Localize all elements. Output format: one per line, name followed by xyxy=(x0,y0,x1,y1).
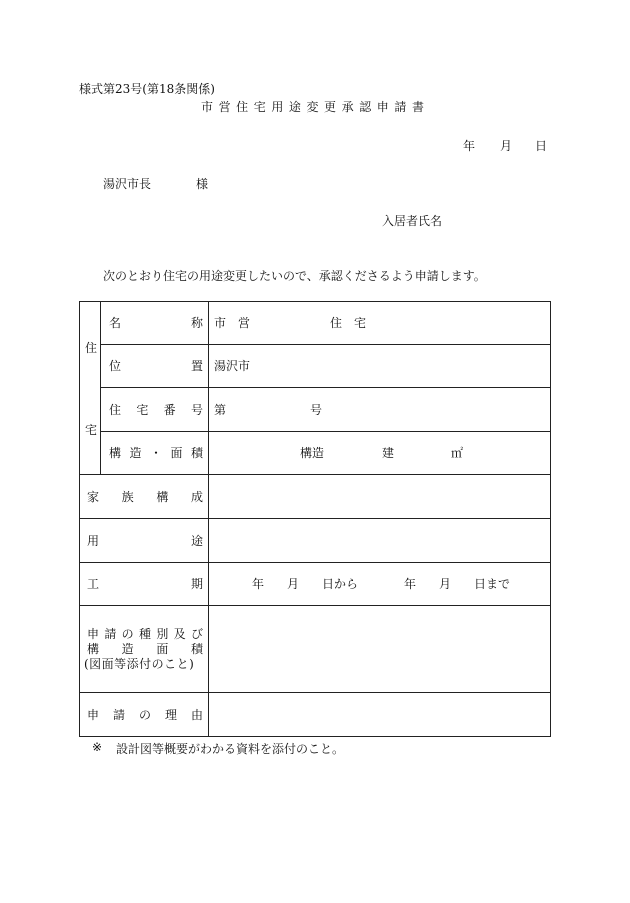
period-start-year: 年 xyxy=(252,577,265,591)
addressee-honorific: 様 xyxy=(196,177,209,191)
period-start-month: 月 xyxy=(287,577,300,591)
period-end-year: 年 xyxy=(404,577,417,591)
group-label-bottom: 宅 xyxy=(85,423,98,437)
addressee-mayor: 湯沢市長 xyxy=(103,177,152,191)
row-name-value-prefix: 市 営 xyxy=(214,316,251,330)
period-end-month: 月 xyxy=(439,577,452,591)
application-form-table xyxy=(79,301,551,737)
form-number: 様式第23号(第18条関係) xyxy=(79,82,215,96)
document-title: 市 営 住 宅 用 途 変 更 承 認 申 請 書 xyxy=(201,100,424,114)
table-row-line xyxy=(79,474,551,475)
table-row-line xyxy=(79,518,551,519)
note-text: 設計図等概要がわかる資料を添付のこと。 xyxy=(116,742,345,756)
date-month-label: 月 xyxy=(500,139,513,153)
table-row-line xyxy=(79,605,551,606)
table-label-divider xyxy=(208,301,209,737)
table-row-line xyxy=(100,387,551,388)
intro-text: 次のとおり住宅の用途変更したいので、承認くださるよう申請します。 xyxy=(103,269,486,283)
row-name-value-suffix: 住 宅 xyxy=(330,316,367,330)
row-type-label-line3: (図面等添付のこと) xyxy=(84,657,195,671)
date-year-label: 年 xyxy=(463,139,476,153)
row-family-label: 家 族 構 成 xyxy=(87,490,203,504)
table-border-top xyxy=(79,301,551,302)
table-row-line xyxy=(100,431,551,432)
row-number-label: 住 宅 番 号 xyxy=(109,403,203,417)
row-number-value-prefix: 第 xyxy=(214,403,227,417)
row-period-label: 工 期 xyxy=(87,577,203,591)
row-number-value-suffix: 号 xyxy=(310,403,323,417)
row-structure-value-unit: ㎡ xyxy=(451,446,464,460)
table-row-line xyxy=(100,344,551,345)
row-structure-value-structure: 構造 xyxy=(300,446,325,460)
row-type-label-line1: 申 請 の 種 別 及 び xyxy=(87,627,203,641)
table-row-line xyxy=(79,692,551,693)
table-border-right xyxy=(550,301,551,737)
row-structure-label: 構 造 ・ 面 積 xyxy=(109,446,203,460)
row-location-label: 位 置 xyxy=(109,359,203,373)
group-label-top: 住 xyxy=(85,341,98,355)
period-end-day: 日まで xyxy=(474,577,511,591)
table-row-line xyxy=(79,562,551,563)
row-location-value: 湯沢市 xyxy=(214,359,251,373)
period-start-day: 日から xyxy=(322,577,359,591)
row-structure-value-building: 建 xyxy=(382,446,395,460)
row-type-label-line2: 構 造 面 積 xyxy=(87,642,203,656)
row-reason-label: 申 請 の 理 由 xyxy=(87,708,203,722)
table-border-left xyxy=(79,301,80,737)
applicant-name-label: 入居者氏名 xyxy=(382,214,443,228)
table-border-bottom xyxy=(79,736,551,737)
date-day-label: 日 xyxy=(535,139,548,153)
row-name-label: 名 称 xyxy=(109,316,203,330)
note-mark: ※ xyxy=(92,740,103,754)
row-use-label: 用 途 xyxy=(87,534,203,548)
